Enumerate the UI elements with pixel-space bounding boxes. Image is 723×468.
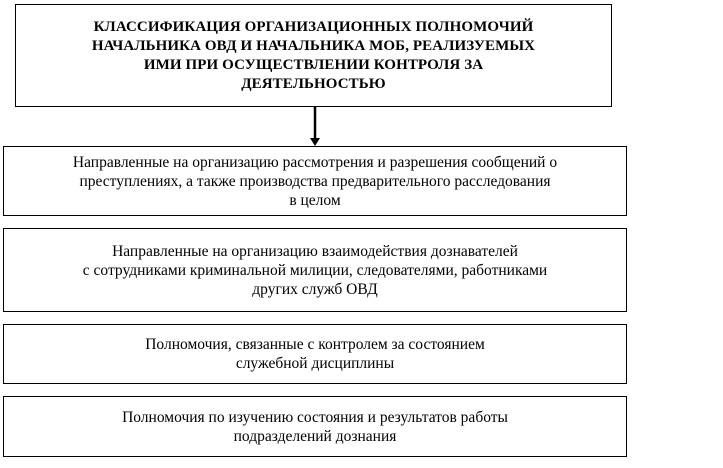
category-box-interaction-organization [3,228,627,312]
classification-title: КЛАССИФИКАЦИЯ ОРГАНИЗАЦИОННЫХ ПОЛНОМОЧИЙ НАЧАЛЬНИКА ОВД И НАЧАЛЬНИКА МОБ, РЕАЛИЗУЕМЫХ ИМИ ПРИ ОСУЩЕСТВЛЕНИИ КОНТРОЛЯ ЗА ДЕЯТЕЛЬНОСТЬЮ [91,18,536,92]
category-label: Направленные на организацию рассмотрения и разрешения сообщений о преступлениях, а также производства предварительного расследования в целом [72,153,558,209]
arrow-head [310,138,320,146]
category-label: Направленные на организацию взаимодействия дознавателей с сотрудниками криминальной милиции, следователями, работниками других служб ОВД [82,242,548,298]
classification-title-box [15,4,612,107]
category-box-inquiry-units-study [3,396,627,457]
category-box-service-discipline [3,324,627,384]
category-label: Полномочия, связанные с контролем за состоянием служебной дисциплины [145,336,485,372]
category-label: Полномочия по изучению состояния и результатов работы подразделений дознания [122,408,508,445]
category-box-investigation-organization [3,146,627,216]
